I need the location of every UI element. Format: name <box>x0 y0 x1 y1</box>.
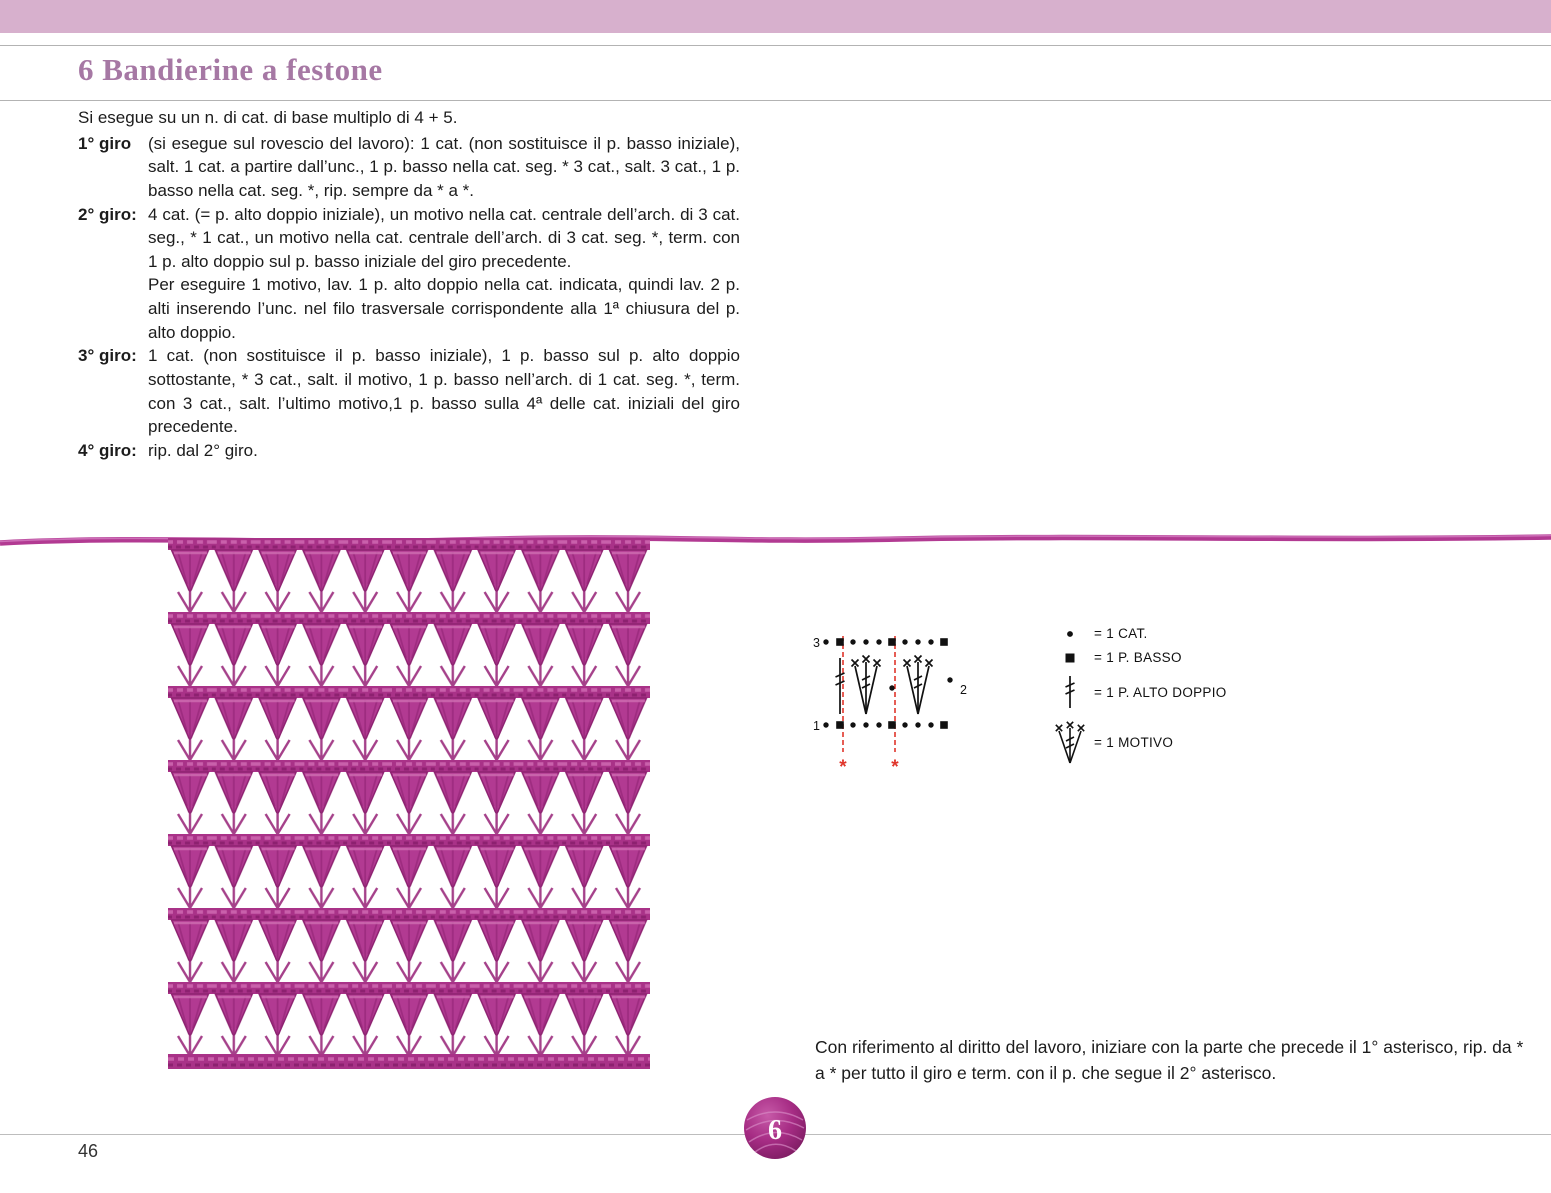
row2-number: 2 <box>960 683 967 697</box>
crochet-swatch-photo <box>168 538 650 1075</box>
legend-item-cat <box>1052 626 1227 641</box>
row-text: 4 cat. (= p. alto doppio iniziale), un motivo nella cat. centrale dell’arch. di 3 cat. seg., * 1 cat., un motivo nella cat. centrale dell’arch. di 3 cat. seg. *, term. con 1 p. alto doppio sul p. basso iniziale del giro precedente. <box>148 204 740 271</box>
repeat-dashed-lines <box>843 636 895 752</box>
row-instruction-4 <box>78 439 740 463</box>
row-label: 2° giro: <box>78 204 137 224</box>
row1-stitches <box>836 721 948 729</box>
cat-dot-icon <box>1052 627 1088 641</box>
rule-above-title <box>0 45 1551 46</box>
repeat-asterisk: * <box>839 757 847 778</box>
yarn-ball-badge <box>743 1096 807 1160</box>
alto-doppio-icon <box>1052 674 1088 710</box>
row-instruction-3 <box>78 344 740 439</box>
chain-dot <box>823 722 828 727</box>
legend-label: = 1 MOTIVO <box>1094 734 1174 750</box>
row-text-note: Per eseguire 1 motivo, lav. 1 p. alto doppio nella cat. indicata, quindi lav. 2 p. alti inserendo l’unc. nel filo trasversale corrispondente alla 1ª chiusura del p. alto doppio. <box>148 275 740 342</box>
row3-stitches <box>836 638 948 646</box>
row3-number: 3 <box>813 636 820 650</box>
legend-label: = 1 P. BASSO <box>1094 650 1182 665</box>
motivo-symbol <box>852 656 881 715</box>
chain-dot <box>947 677 952 682</box>
row1-number: 1 <box>813 719 820 733</box>
row-label: 1° giro <box>78 133 132 153</box>
repeat-asterisk: * <box>891 757 899 778</box>
row-label: 3° giro: <box>78 346 137 366</box>
legend-item-alto-doppio <box>1052 674 1227 710</box>
row-instruction-1 <box>78 132 740 203</box>
legend-label: = 1 CAT. <box>1094 626 1148 641</box>
row-instruction-2 <box>78 203 740 345</box>
row-text: (si esegue sul rovescio del lavoro): 1 cat. (non sostituisce il p. basso iniziale), salt. 1 cat. a partire dall’unc., 1 p. basso nella cat. seg. * 3 cat., salt. 3 cat., 1 p. basso nella cat. seg. *, rip. sempre da * a *. <box>148 133 740 200</box>
pattern-instructions <box>78 106 740 462</box>
crochet-chart-diagram <box>812 628 977 780</box>
chart-legend <box>1052 626 1227 765</box>
badge-number: 6 <box>768 1115 782 1146</box>
legend-label: = 1 P. ALTO DOPPIO <box>1094 684 1227 700</box>
legend-item-motivo <box>1052 719 1227 765</box>
intro-line: Si esegue su un n. di cat. di base multiplo di 4 + 5. <box>78 108 458 127</box>
legend-item-basso <box>1052 650 1227 665</box>
basso-square-icon <box>1052 651 1088 665</box>
motivo-icon <box>1052 719 1088 765</box>
row-label: 4° giro: <box>78 440 137 460</box>
motivo-symbol <box>904 656 933 715</box>
row2-stitches <box>836 656 933 715</box>
row-text: 1 cat. (non sostituisce il p. basso iniziale), 1 p. basso sul p. alto doppio sottostante, * 3 cat., salt. il motivo, 1 p. basso nell’arch. di 1 cat. seg. *, term. con 3 cat., salt. l’ultimo motivo,1 p. basso sulla 4ª delle cat. iniziali del giro precedente. <box>148 346 740 437</box>
reading-direction-note: Con riferimento al diritto del lavoro, iniziare con la parte che precede il 1° asterisco, rip. da * a * per tutto il giro e term. con il p. che segue il 2° asterisco. <box>815 1036 1524 1083</box>
chain-dot <box>889 685 894 690</box>
rule-below-title <box>0 100 1551 101</box>
top-decoration-bar <box>0 0 1551 33</box>
row-text: rip. dal 2° giro. <box>148 440 258 460</box>
page-title: 6 Bandierine a festone <box>78 52 383 87</box>
chain-dot <box>823 639 828 644</box>
page-number: 46 <box>78 1141 99 1161</box>
